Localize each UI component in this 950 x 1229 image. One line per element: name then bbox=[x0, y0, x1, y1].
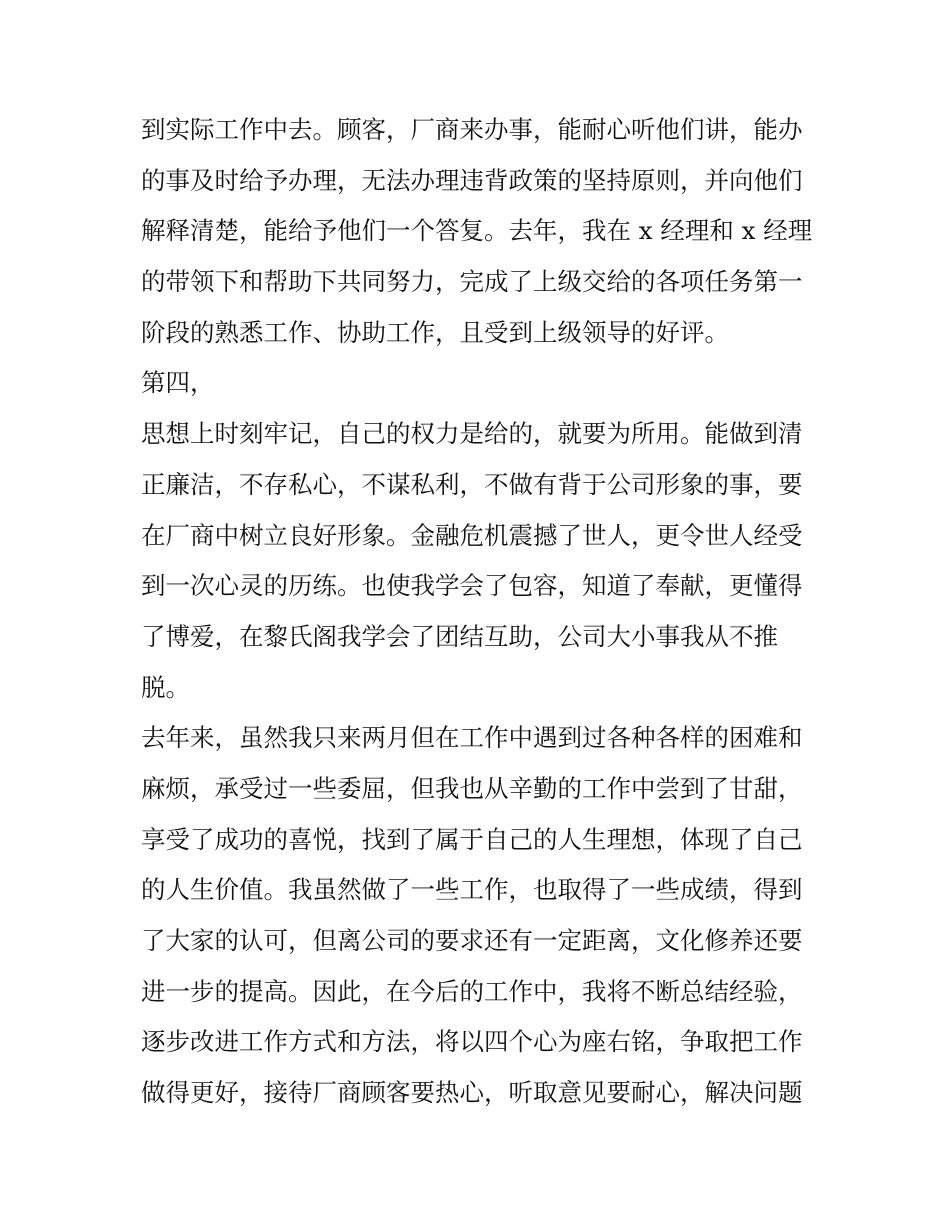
text-line: 阶段的熟悉工作、协助工作，且受到上级领导的好评。 bbox=[141, 317, 729, 347]
text-line: 正廉洁，不存私心，不谋私利，不做有背于公司形象的事，要 bbox=[141, 469, 803, 499]
text-line: 的事及时给予办理，无法办理违背政策的坚持原则，并向他们 bbox=[141, 165, 803, 195]
text-line: 脱。 bbox=[141, 672, 190, 702]
text-line: 思想上时刻牢记，自己的权力是给的，就要为所用。能做到清 bbox=[141, 419, 803, 449]
text-line: 进一步的提高。因此，在今后的工作中，我将不断总结经验， bbox=[141, 976, 803, 1006]
text-line: 在厂商中树立良好形象。金融危机震撼了世人，更令世人经受 bbox=[141, 520, 803, 550]
text-line: 的带领下和帮助下共同努力，完成了上级交给的各项任务第一 bbox=[141, 267, 803, 297]
text-line: 了大家的认可，但离公司的要求还有一定距离，文化修养还要 bbox=[141, 926, 803, 955]
text-line: 的人生价值。我虽然做了一些工作，也取得了一些成绩，得到 bbox=[141, 875, 803, 905]
document-body bbox=[141, 105, 821, 1119]
text-line: 到实际工作中去。顾客，厂商来办事，能耐心听他们讲，能办 bbox=[141, 115, 803, 144]
section-heading: 第四， bbox=[141, 368, 215, 398]
text-line: 到一次心灵的历练。也使我学会了包容，知道了奉献，更懂得 bbox=[141, 571, 803, 601]
text-line: 享受了成功的喜悦，找到了属于自己的人生理想，体现了自己 bbox=[141, 824, 803, 854]
text-line: 去年来，虽然我只来两月但在工作中遇到过各种各样的困难和 bbox=[141, 723, 803, 753]
text-line: 麻烦，承受过一些委屈，但我也从辛勤的工作中尝到了甘甜， bbox=[141, 773, 803, 803]
text-line: 了博爱，在黎氏阁我学会了团结互助，公司大小事我从不推 bbox=[141, 621, 778, 651]
text-line: 做得更好，接待厂商顾客要热心，听取意见要耐心，解决问题 bbox=[141, 1078, 803, 1108]
text-line: 逐步改进工作方式和方法，将以四个心为座右铭，争取把工作 bbox=[141, 1027, 803, 1057]
text-line: 解释清楚，能给予他们一个答复。去年，我在 x 经理和 x 经理 bbox=[141, 216, 813, 246]
